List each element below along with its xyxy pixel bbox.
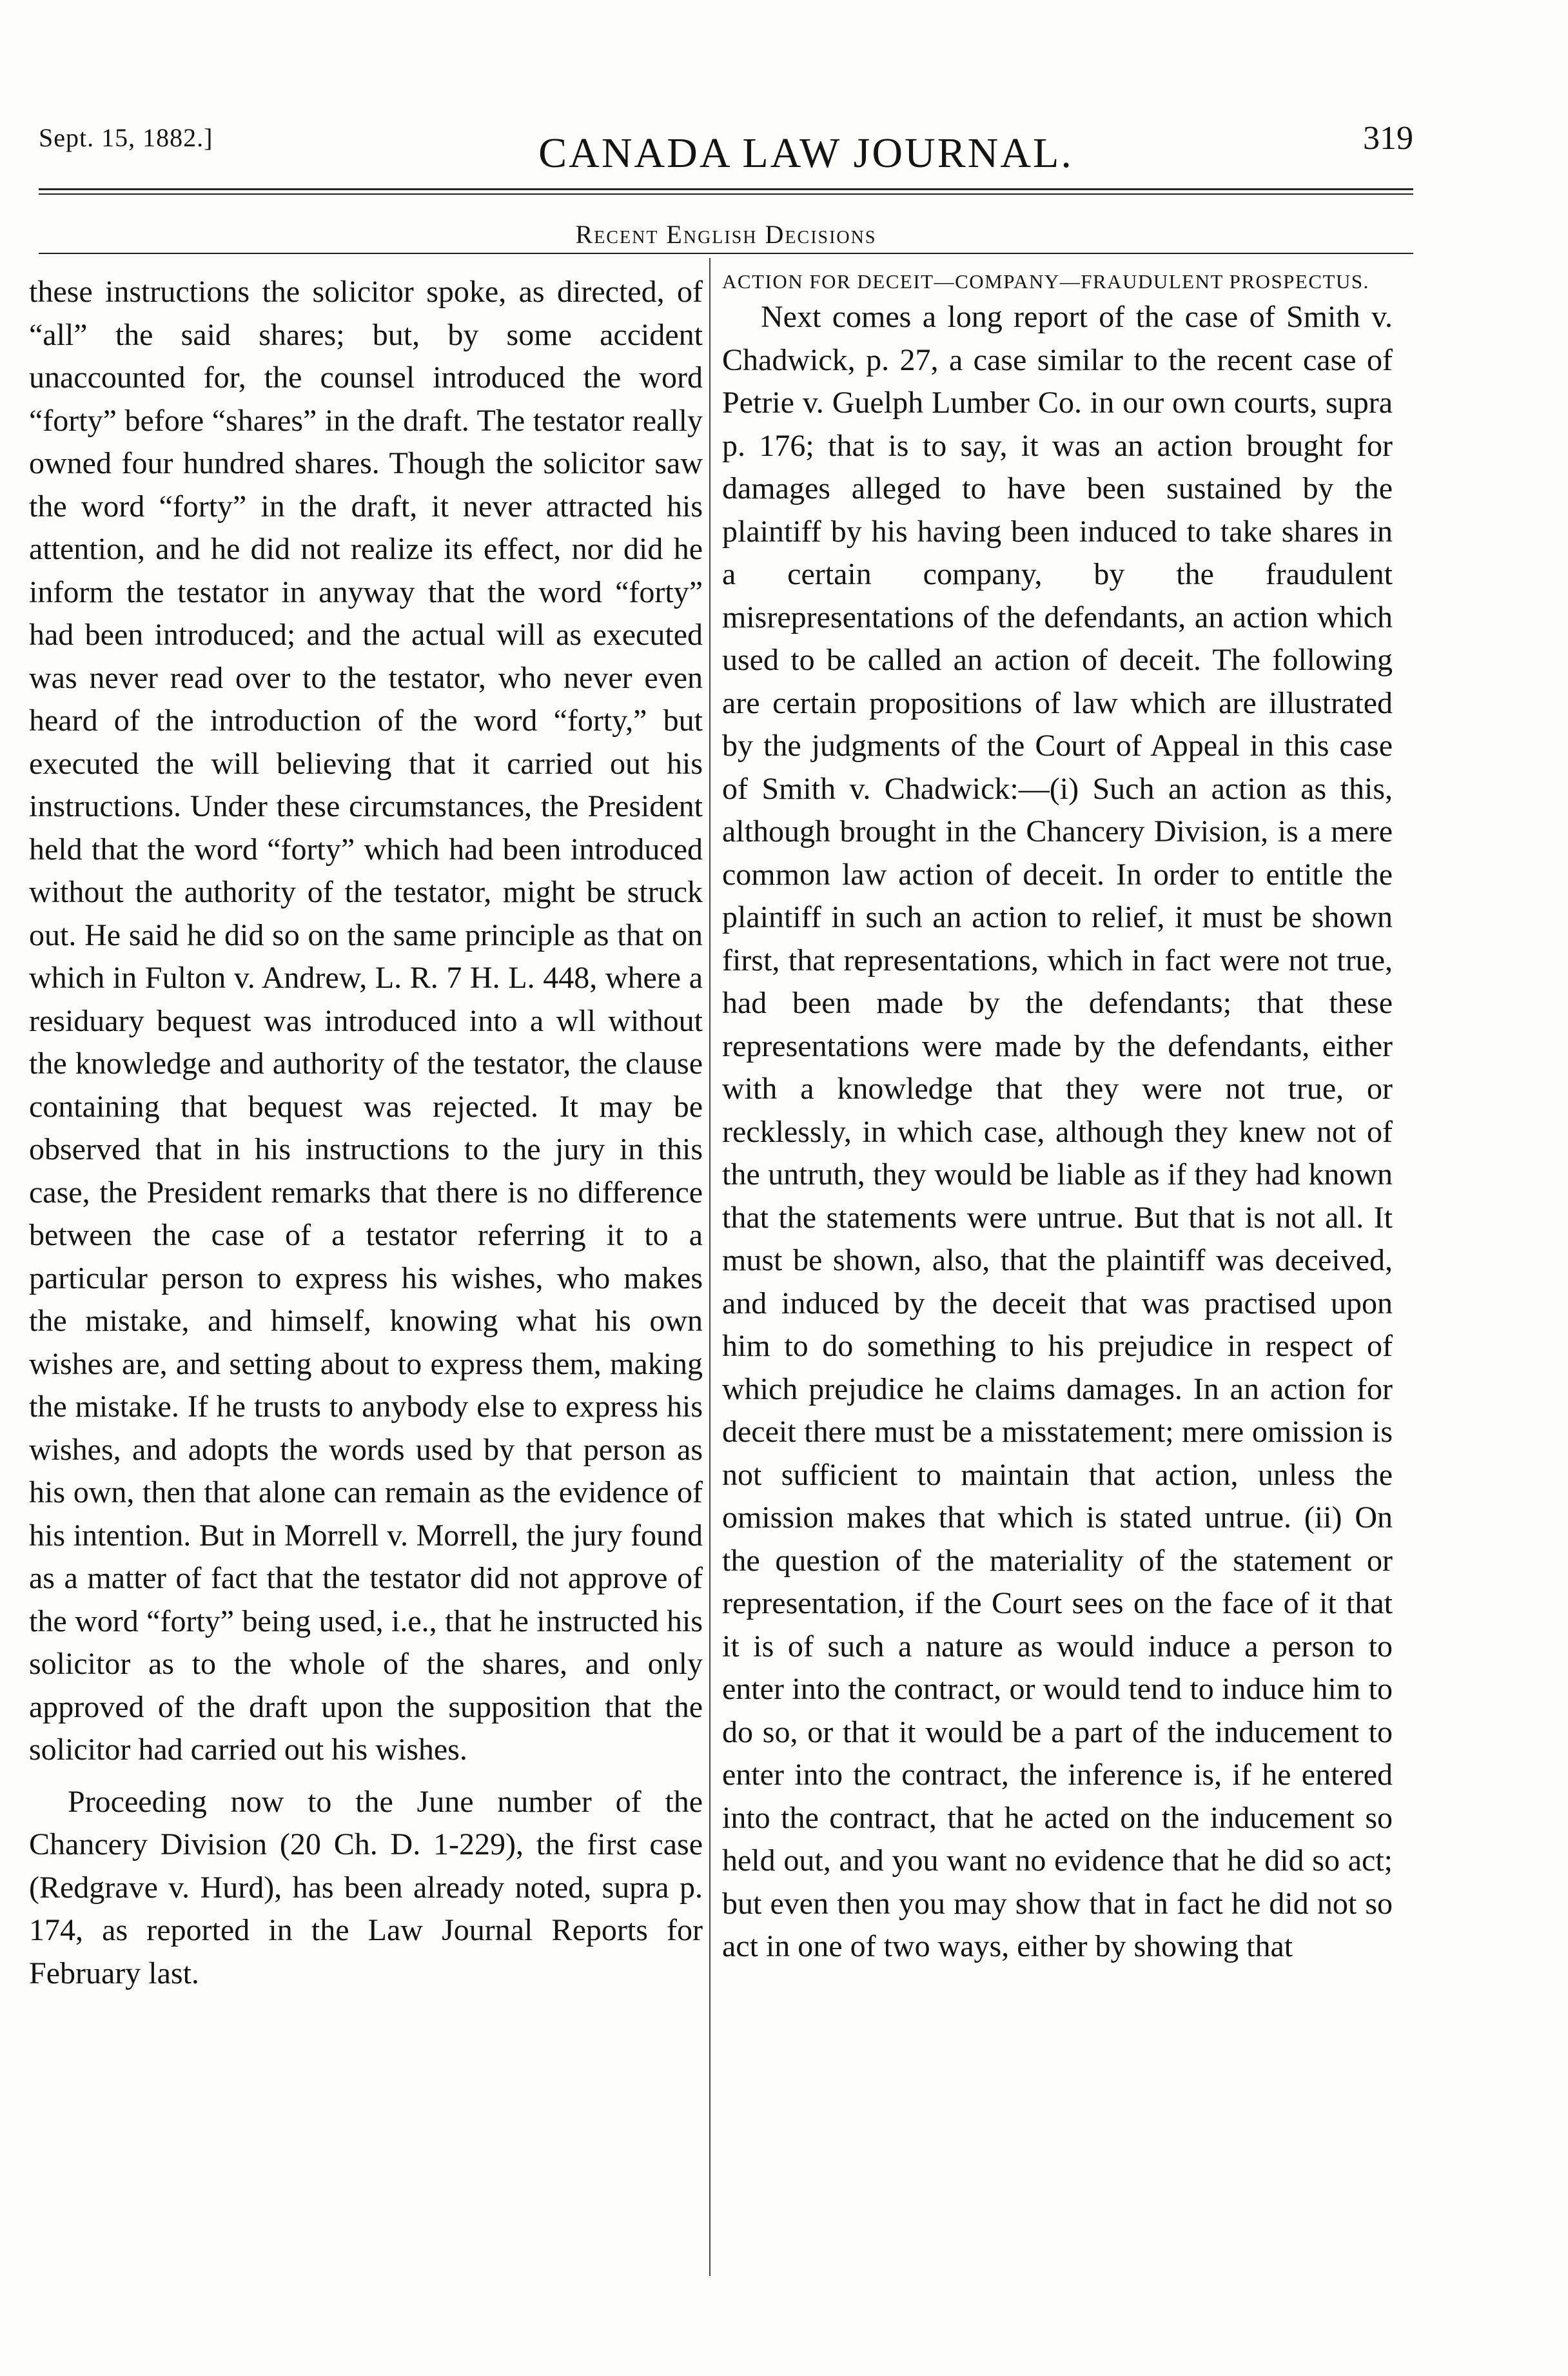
subheading: ACTION FOR DECEIT—COMPANY—FRAUDULENT PROSPECTUS. bbox=[722, 270, 1369, 293]
paragraph: these instructions the solicitor spoke, as directed, of “all” the said shares; but, by some accident unaccounted for, the counsel introduced the word “forty” before “shares” in the draft. The testator really owned four hundred shares. Though the solicitor saw the word “forty” in the draft, it never attracted his attention, and he did not realize its effect, nor did he inform the testator in anyway that the word “forty” had been introduced; and the actual will as executed was never read over to the testator, who never even heard of the introduction of the word “forty,” but executed the will believing that it carried out his instructions. Under these circumstances, the President held that the word “forty” which had been introduced without the authority of the testator, might be struck out. He said he did so on the same principle as that on which in Fulton v. Andrew, L. R. 7 H. L. 448, where a residuary bequest was introduced into a wll without the knowledge and authority of the testator, the clause containing that bequest was rejected. It may be observed that in his instructions to the jury in this case, the President remarks that there is no difference between the case of a testator referring it to a particular person to express his wishes, who makes the mistake, and himself, knowing what his own wishes are, and setting about to express them, making the mistake. If he trusts to anybody else to express his wishes, and adopts the words used by that person as his own, then that alone can remain as the evidence of his intention. But in Morrell v. Morrell, the jury found as a matter of fact that the testator did not approve of the word “forty” being used, i.e., that he instructed his solicitor as to the whole of the shares, and only approved of the draft upon the supposition that the solicitor had carried out his wishes. bbox=[29, 275, 703, 1767]
section-title: Recent English Decisions bbox=[575, 220, 877, 249]
section-rule bbox=[39, 253, 1413, 254]
right-column bbox=[722, 268, 1393, 1969]
left-column bbox=[29, 271, 703, 1995]
paragraph: Next comes a long report of the case of Smith v. Chadwick, p. 27, a case similar to the recent case of Petrie v. Guelph Lumber Co. in our own courts, supra p. 176; that is to say, it was an action brought for damages alleged to have been sustained by the plaintiff by his having been induced to take shares in a certain company, by the fraudulent misrepresentations of the defendants, an action which used to be called an action of deceit. The following are certain propositions of law which are illustrated by the judgments of the Court of Appeal in this case of Smith v. Chadwick:—(i) Such an action as this, although brought in the Chancery Division, is a mere common law action of deceit. In order to entitle the plaintiff in such an action to relief, it must be shown first, that representations, which in fact were not true, had been made by the defendants; that these representations were made by the defendants, either with a knowledge that they were not true, or recklessly, in which case, although they knew not of the untruth, they would be liable as if they had known that the statements were untrue. But that is not all. It must be shown, also, that the plaintiff was deceived, and induced by the deceit that was practised upon him to do something to his prejudice in respect of which prejudice he claims damages. In an action for deceit there must be a misstatement; mere omission is not sufficient to maintain that action, unless the omission makes that which is stated untrue. (ii) On the question of the materiality of the statement or representation, if the Court sees on the face of it that it is of such a nature as would induce a person to enter into the contract, or would tend to induce him to do so, or that it would be a part of the inducement to enter into the contract, the inference is, if he entered into the contract, that he acted on the inducement so held out, and you want no evidence that he did so act; but even then you may show that in fact he did not so act in one of two ways, either by showing that bbox=[722, 300, 1393, 1963]
column-divider bbox=[709, 258, 710, 2276]
paragraph: Proceeding now to the June number of the Chancery Division (20 Ch. D. 1-229), the first case (Redgrave v. Hurd), has been already noted, supra p. 174, as reported in the Law Journal Reports for February last. bbox=[29, 1784, 703, 1990]
header-rule-double bbox=[39, 193, 1413, 195]
page-number: 319 bbox=[1363, 120, 1413, 157]
header-rule bbox=[39, 188, 1413, 190]
journal-title: CANADA LAW JOURNAL. bbox=[538, 130, 1073, 177]
running-date: Sept. 15, 1882.] bbox=[39, 123, 213, 152]
